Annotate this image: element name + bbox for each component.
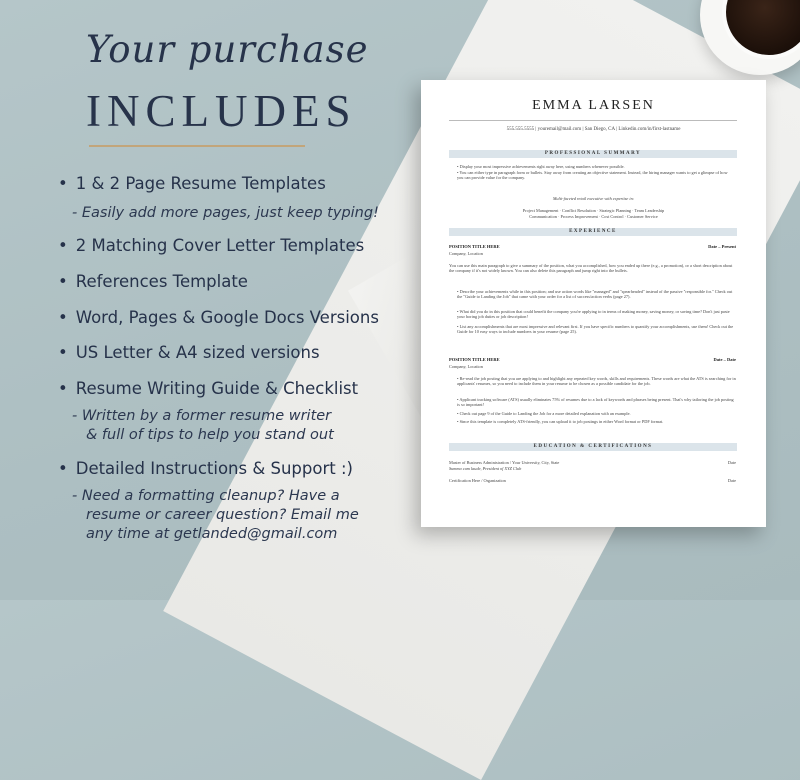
job-company: Company, Location xyxy=(449,364,483,369)
section-title: EXPERIENCE xyxy=(569,229,617,234)
feature-label: Detailed Instructions & Support :) xyxy=(75,459,353,478)
resume-preview xyxy=(421,80,766,527)
expertise-line: Project Management · Conflict Resolution · Strategic Planning · Team Leadership xyxy=(522,208,665,213)
bullet-text: What did you do in this position that could benefit the company you're applying to in terms of making money, saving money, or saving time? Don't just paste your boring job duties or job description! xyxy=(457,309,730,320)
feature-note: any time at getlanded@gmail.com xyxy=(86,526,338,542)
summary-bullet: • Display your most impressive achievements right away here, using numbers whenever possible. xyxy=(457,164,625,169)
job-bullet: • List any accomplishments that are most impressive and relevant first. If you have specific numbers to quantify your accomplishments, use them! Check out the Guide for 10 easy ways to include numbers in your resume (page 25). xyxy=(457,324,734,335)
feature-item xyxy=(58,308,379,327)
section-title: PROFESSIONAL SUMMARY xyxy=(544,151,642,156)
resume-section-experience xyxy=(449,228,737,236)
feature-item xyxy=(58,343,320,362)
feature-item xyxy=(58,236,364,255)
feature-label: 2 Matching Cover Letter Templates xyxy=(75,236,365,255)
feature-note: - Need a formatting cleanup? Have a xyxy=(72,488,340,504)
feature-label: 1 & 2 Page Resume Templates xyxy=(75,174,326,193)
certification-line: Certification Here / Organization xyxy=(449,478,506,483)
feature-item xyxy=(58,459,353,478)
feature-item xyxy=(58,174,326,193)
resume-name: EMMA LARSEN xyxy=(532,98,655,113)
education-date: Date xyxy=(727,460,736,465)
job-title: POSITION TITLE HERE xyxy=(449,357,500,362)
job-title: POSITION TITLE HERE xyxy=(449,244,500,249)
job-bullet: • Applicant tracking software (ATS) usually eliminates 75% of resumes due to a lack of keywords and phrases being present. That's why tailoring the job posting is so important! xyxy=(457,397,734,408)
feature-label: Word, Pages & Google Docs Versions xyxy=(75,308,379,327)
expertise-intro: Multi-faceted retail executive with expertise in: xyxy=(552,196,635,201)
resume-contact: 555.555.5555 | youremail@mail.com | San Diego, CA | Linkedin.com/in/first-lastname xyxy=(506,127,681,132)
feature-label: US Letter & A4 sized versions xyxy=(75,343,320,362)
bullet-text: List any accomplishments that are most impressive and relevant first. If you have specific numbers to quantify your accomplishments, use them! Check out the Guide for 10 easy ways to include numbers in your resume (page 25). xyxy=(457,324,734,335)
feature-note: - Written by a former resume writer xyxy=(72,408,332,424)
job-date: Date – Date xyxy=(713,357,736,362)
resume-section-summary xyxy=(449,150,737,158)
feature-item xyxy=(58,379,358,398)
certification-date: Date xyxy=(727,478,736,483)
job-bullet: • Describe your achievements while in this position; and use action words like "managed" and "spearheaded" instead of the passive "responsible for." Check out the "Guide to Landing the Job" that came with your order for a list of success/action verbs (page 27). xyxy=(457,289,733,300)
job-summary: You can use this main paragraph to give a summary of the position, what you accomplished, how you ended up there (e.g., a promotion), or a short description about the company if it's not widely known. You can also delete this paragraph and jump right into the bullets. xyxy=(449,263,733,274)
summary-bullet: • You can either type in paragraph form or bullets. Stay away from creating an objective statement. Instead, the hiring manager wants to get a glimpse of how you can provide value for the company. xyxy=(457,170,728,181)
job-date: Date – Present xyxy=(708,244,736,249)
heading-title: INCLUDES xyxy=(86,86,357,136)
feature-label: References Template xyxy=(75,272,248,291)
job-bullet: • Since this template is completely ATS-friendly, you can upload it to job postings in either Word format or PDF format. xyxy=(457,419,664,424)
summary-text: You can either type in paragraph form or bullets. Stay away from creating an objective statement. Instead, the hiring manager wants to get a glimpse of how you can provide value for the company. xyxy=(457,170,728,181)
feature-note: & full of tips to help you stand out xyxy=(86,427,334,443)
section-title: EDUCATION & CERTIFICATIONS xyxy=(533,444,653,449)
resume-divider xyxy=(449,120,737,121)
feature-label: Resume Writing Guide & Checklist xyxy=(75,379,359,398)
job-bullet: • Check out page 9 of the Guide to Landing the Job for a more detailed explanation with an example. xyxy=(457,411,631,416)
bullet-text: Describe your achievements while in this position; and use action words like "managed" and "spearheaded" instead of the passive "responsible for." Check out the "Guide to Landing the Job" that came with your order for a list of success/action verbs (page 27). xyxy=(457,289,733,300)
summary-text: Display your most impressive achievements right away here, using numbers whenever possible. xyxy=(459,164,625,169)
feature-note: resume or career question? Email me xyxy=(86,507,359,523)
bullet-text: Check out page 9 of the Guide to Landing the Job for a more detailed explanation with an example. xyxy=(459,411,631,416)
job-bullet: • What did you do in this position that could benefit the company you're applying to in terms of making money, saving money, or saving time? Don't just paste your boring job duties or job description! xyxy=(457,309,730,320)
heading-script: Your purchase xyxy=(86,28,369,71)
bullet-text: Since this template is completely ATS-friendly, you can upload it to job postings in either Word format or PDF format. xyxy=(459,419,664,424)
feature-note: - Easily add more pages, just keep typing! xyxy=(72,205,379,221)
bullet-icon: • xyxy=(58,379,68,398)
feature-item xyxy=(58,272,248,291)
expertise-line: Communication · Process Improvement · Cost Control · Customer Service xyxy=(529,214,658,219)
heading-divider xyxy=(89,145,305,147)
bullet-icon: • xyxy=(58,272,68,291)
bullet-icon: • xyxy=(58,236,68,255)
bullet-icon: • xyxy=(58,174,68,193)
resume-section-education xyxy=(449,443,737,451)
bullet-text: Applicant tracking software (ATS) usually eliminates 75% of resumes due to a lack of keywords and phrases being present. That's why tailoring the job posting is so important! xyxy=(457,397,734,408)
bullet-icon: • xyxy=(58,343,68,362)
education-detail: Summa cum laude, President of XYZ Club xyxy=(449,466,522,471)
bullet-text: Re-read the job posting that you are applying to and highlight any repeated key words, skills and requirements. These words are what the ATS is searching for in applicants' resumes, so you need to include them in your resume to be chosen as a possible candidate for the job. xyxy=(457,376,736,387)
bullet-icon: • xyxy=(58,308,68,327)
bullet-icon: • xyxy=(58,459,68,478)
job-company: Company, Location xyxy=(449,251,483,256)
education-line: Master of Business Administration / Your University, City, State xyxy=(449,460,560,465)
job-bullet: • Re-read the job posting that you are applying to and highlight any repeated key words, skills and requirements. These words are what the ATS is searching for in applicants' resumes, so you need to include them in your resume to be chosen as a possible candidate for the job. xyxy=(457,376,736,387)
